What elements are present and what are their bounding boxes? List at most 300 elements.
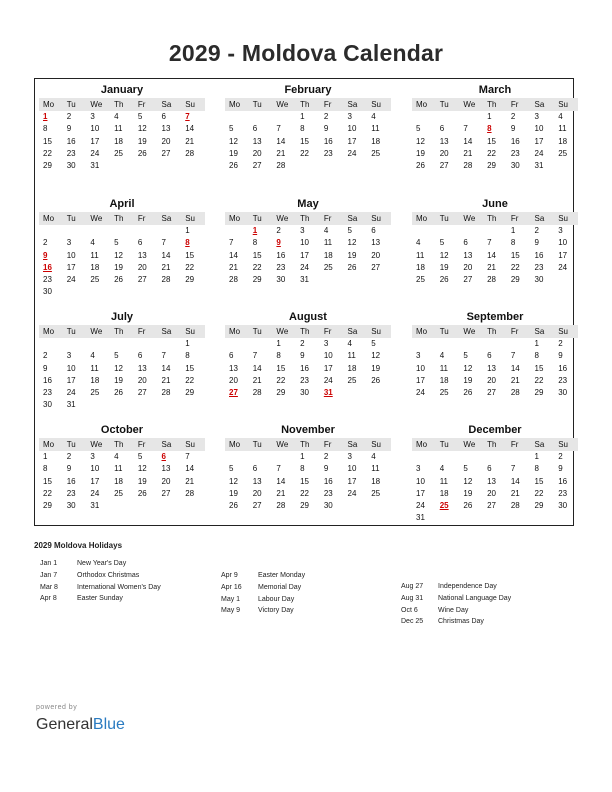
day-cell: 20 — [439, 148, 449, 158]
day-cell: 12 — [347, 238, 357, 248]
day-cell: 24 — [347, 148, 357, 158]
week-row — [225, 262, 391, 274]
day-cell: 22 — [276, 375, 286, 385]
weekday-label: Mo — [43, 214, 55, 223]
day-cell: 29 — [300, 501, 310, 511]
day-cell: 28 — [487, 275, 497, 285]
day-cell: 27 — [161, 488, 171, 498]
day-cell: 14 — [487, 250, 497, 260]
day-cell: 31 — [66, 400, 76, 410]
day-cell: 23 — [43, 275, 52, 285]
day-cell: 21 — [229, 262, 238, 272]
holiday-date: Apr 16 — [221, 583, 242, 591]
day-cell — [412, 225, 436, 237]
day-cell: 12 — [137, 124, 147, 134]
day-cell: 19 — [114, 375, 124, 385]
week-row — [39, 387, 205, 399]
day-cell: 22 — [510, 262, 520, 272]
day-cell: 10 — [558, 238, 568, 248]
day-cell: 3 — [534, 112, 539, 121]
day-cell: 30 — [558, 388, 568, 398]
holiday-row — [221, 594, 305, 606]
day-cell: 10 — [90, 464, 100, 474]
day-cell: 13 — [487, 363, 497, 373]
day-cell: 12 — [114, 363, 124, 373]
day-cell — [320, 274, 344, 286]
day-cell: 6 — [161, 112, 166, 121]
month-block — [412, 423, 578, 525]
holiday-date: Aug 31 — [401, 594, 424, 602]
day-cell — [344, 160, 368, 172]
holiday-date: May 9 — [221, 607, 241, 615]
day-cell — [459, 512, 483, 524]
weekday-label: Su — [558, 100, 569, 109]
holiday-date: Oct 6 — [401, 606, 418, 614]
week-row — [412, 148, 578, 160]
holiday-name: New Year's Day — [77, 560, 127, 567]
day-cell: 21 — [276, 148, 286, 158]
weekday-label: Sa — [347, 327, 358, 336]
holiday-row — [221, 605, 305, 617]
day-cell: 31 — [300, 275, 310, 285]
day-cell — [39, 225, 63, 237]
day-cell: 30 — [300, 388, 310, 398]
page-title: 2029 - Moldova Calendar — [168, 40, 444, 66]
day-cell: 28 — [510, 501, 520, 511]
holiday-row — [401, 581, 511, 593]
holiday-date: Aug 27 — [401, 583, 424, 590]
day-cell: 1 — [300, 112, 305, 121]
week-row — [225, 160, 391, 172]
day-cell: 23 — [43, 388, 52, 398]
weekday-label: Su — [371, 440, 382, 449]
day-cell: 19 — [229, 148, 238, 158]
weekday-label: We — [276, 327, 289, 336]
week-row — [412, 237, 578, 249]
day-cell — [436, 338, 460, 350]
day-cell: 10 — [66, 363, 76, 373]
day-cell: 11 — [558, 124, 567, 134]
day-cell: 18 — [114, 476, 124, 486]
day-cell: 28 — [161, 388, 171, 398]
day-cell: 21 — [185, 136, 195, 146]
week-row — [39, 488, 205, 500]
week-row — [225, 387, 391, 399]
day-cell: 21 — [161, 375, 171, 385]
holiday-name: Memorial Day — [258, 583, 302, 591]
day-cell: 26 — [439, 275, 449, 285]
day-cell: 8 — [534, 464, 539, 474]
holiday-day-cell: 1 — [252, 226, 258, 235]
day-cell — [134, 338, 158, 350]
day-cell: 31 — [416, 513, 425, 523]
weekday-label: Su — [185, 440, 196, 449]
day-cell: 13 — [229, 363, 238, 373]
weekday-header — [39, 438, 205, 451]
week-row — [39, 363, 205, 375]
weekday-label: Tu — [66, 440, 76, 449]
day-cell: 5 — [229, 464, 234, 474]
week-row — [412, 500, 578, 512]
day-cell: 16 — [558, 363, 568, 373]
day-cell: 24 — [347, 488, 357, 498]
weekday-label: Fr — [510, 327, 519, 336]
day-cell: 24 — [416, 501, 425, 511]
month-block — [225, 197, 391, 286]
day-cell: 17 — [66, 262, 76, 272]
brand-logo[interactable] — [36, 716, 125, 734]
day-cell: 1 — [276, 339, 281, 348]
weekday-label: Sa — [534, 100, 545, 109]
day-cell: 4 — [439, 464, 445, 474]
day-cell: 8 — [43, 464, 48, 474]
day-cell: 21 — [487, 262, 497, 272]
day-cell: 3 — [416, 351, 421, 361]
weekday-header — [39, 325, 205, 338]
week-row — [225, 123, 391, 135]
month-block — [412, 83, 578, 172]
day-cell — [225, 111, 249, 123]
day-cell — [134, 286, 158, 298]
day-cell: 7 — [252, 351, 258, 361]
day-cell: 29 — [252, 275, 262, 285]
day-cell: 24 — [90, 148, 100, 158]
month-name: April — [109, 198, 135, 210]
day-cell: 20 — [371, 250, 381, 260]
holiday-day-cell: 1 — [43, 112, 48, 121]
weekday-label: We — [90, 100, 103, 109]
day-cell: 13 — [137, 250, 147, 260]
day-cell: 7 — [510, 351, 516, 361]
month-name: November — [281, 424, 335, 436]
weekday-label: Tu — [252, 440, 262, 449]
brand-blue: Blue — [92, 716, 125, 733]
day-cell — [225, 451, 249, 463]
day-cell — [63, 338, 87, 350]
day-cell: 5 — [371, 339, 376, 348]
day-cell: 3 — [347, 112, 352, 121]
weekday-label: Tu — [66, 327, 76, 336]
weekday-label: Th — [487, 327, 497, 336]
day-cell: 28 — [161, 275, 171, 285]
day-cell — [110, 160, 134, 172]
day-cell — [507, 451, 531, 463]
day-cell: 4 — [114, 112, 119, 121]
day-cell: 3 — [558, 226, 563, 235]
day-cell — [483, 451, 507, 463]
day-cell: 29 — [276, 388, 286, 398]
day-cell: 11 — [90, 363, 99, 373]
day-cell: 10 — [347, 464, 357, 474]
day-cell: 3 — [347, 452, 352, 461]
day-cell: 12 — [229, 136, 238, 146]
weekday-label: Fr — [137, 214, 146, 223]
holiday-day-cell: 8 — [487, 124, 492, 134]
day-cell: 30 — [43, 287, 52, 297]
day-cell: 1 — [300, 452, 305, 461]
day-cell: 23 — [558, 375, 568, 385]
week-row — [39, 111, 205, 123]
day-cell: 16 — [558, 476, 568, 486]
weekday-label: Mo — [43, 100, 55, 109]
weekday-label: Sa — [347, 440, 358, 449]
week-row — [39, 338, 205, 350]
day-cell: 27 — [137, 388, 147, 398]
day-cell: 4 — [371, 112, 376, 121]
weekday-label: Tu — [439, 100, 449, 109]
weekday-label: Mo — [229, 214, 241, 223]
day-cell: 30 — [510, 161, 520, 171]
day-cell: 18 — [439, 375, 449, 385]
week-row — [412, 451, 578, 463]
weekday-label: Fr — [323, 100, 332, 109]
day-cell — [483, 225, 507, 237]
weekday-label: We — [276, 440, 289, 449]
day-cell: 23 — [534, 262, 544, 272]
day-cell: 26 — [463, 388, 473, 398]
day-cell: 24 — [66, 275, 76, 285]
weekday-label: Th — [114, 100, 124, 109]
day-cell: 18 — [439, 488, 449, 498]
day-cell: 23 — [558, 488, 568, 498]
holiday-name: International Women's Day — [77, 583, 161, 591]
day-cell: 14 — [252, 363, 262, 373]
weekday-label: Mo — [229, 440, 241, 449]
day-cell: 2 — [300, 339, 305, 348]
day-cell — [344, 274, 368, 286]
day-cell: 1 — [510, 226, 516, 235]
week-row — [39, 451, 205, 463]
day-cell: 6 — [439, 124, 445, 134]
holiday-name: National Language Day — [438, 594, 512, 602]
weekday-label: We — [463, 440, 476, 449]
day-cell: 5 — [463, 464, 468, 474]
day-cell: 18 — [90, 375, 100, 385]
day-cell: 22 — [185, 375, 195, 385]
day-cell: 25 — [416, 275, 425, 285]
holiday-date: Apr 8 — [40, 595, 57, 603]
weekday-label: Fr — [510, 440, 519, 449]
holiday-day-cell: 27 — [229, 388, 238, 398]
holiday-name: Labour Day — [258, 595, 295, 603]
day-cell: 22 — [487, 148, 497, 158]
day-cell: 12 — [114, 250, 124, 260]
day-cell: 23 — [66, 488, 76, 498]
weekday-label: Su — [558, 214, 569, 223]
day-cell: 17 — [534, 136, 544, 146]
week-row — [39, 123, 205, 135]
day-cell — [507, 512, 531, 524]
day-cell: 15 — [510, 250, 520, 260]
day-cell: 9 — [43, 363, 48, 373]
day-cell: 26 — [347, 262, 357, 272]
weekday-label: Sa — [161, 440, 172, 449]
day-cell: 2 — [534, 226, 539, 235]
week-row — [412, 512, 578, 524]
day-cell: 24 — [323, 375, 333, 385]
day-cell — [344, 387, 368, 399]
weekday-header — [39, 212, 205, 225]
weekday-label: Fr — [323, 440, 332, 449]
holiday-date: Dec 25 — [401, 618, 424, 626]
day-cell: 8 — [276, 351, 281, 361]
day-cell: 15 — [300, 136, 310, 146]
day-cell: 28 — [185, 488, 195, 498]
day-cell: 17 — [323, 363, 333, 373]
day-cell: 30 — [66, 161, 76, 171]
holiday-row — [40, 570, 161, 582]
week-row — [412, 262, 578, 274]
day-cell: 4 — [416, 238, 421, 248]
week-row — [39, 225, 205, 237]
day-cell: 1 — [43, 452, 48, 461]
day-cell — [320, 160, 344, 172]
day-cell: 17 — [300, 250, 310, 260]
weekday-label: Fr — [137, 100, 146, 109]
day-cell: 15 — [534, 476, 544, 486]
powered-by-text: powered by — [36, 704, 78, 711]
day-cell: 10 — [416, 476, 425, 486]
day-cell: 16 — [276, 250, 286, 260]
week-row — [412, 111, 578, 123]
day-cell: 12 — [229, 476, 238, 486]
day-cell: 21 — [510, 375, 520, 385]
day-cell: 8 — [300, 464, 305, 474]
day-cell: 18 — [114, 136, 124, 146]
day-cell: 30 — [66, 501, 76, 511]
day-cell: 28 — [185, 148, 195, 158]
week-row — [412, 387, 578, 399]
day-cell: 19 — [137, 136, 147, 146]
day-cell — [158, 338, 182, 350]
day-cell: 11 — [416, 250, 425, 260]
weekday-header — [225, 98, 391, 111]
day-cell — [158, 225, 182, 237]
weekday-label: Th — [300, 440, 310, 449]
day-cell — [181, 500, 205, 512]
day-cell: 20 — [229, 375, 238, 385]
day-cell: 19 — [463, 375, 473, 385]
day-cell — [367, 160, 391, 172]
month-name: December — [468, 424, 522, 436]
day-cell: 25 — [90, 388, 100, 398]
day-cell — [249, 451, 273, 463]
weekday-label: Sa — [534, 327, 545, 336]
brand-general: General — [36, 716, 93, 733]
week-row — [39, 350, 205, 362]
day-cell: 5 — [416, 124, 421, 134]
day-cell: 19 — [137, 476, 147, 486]
month-name: August — [289, 311, 327, 323]
day-cell — [86, 338, 110, 350]
week-row — [225, 136, 391, 148]
weekday-label: Su — [558, 327, 569, 336]
day-cell: 31 — [534, 161, 544, 171]
weekday-label: Mo — [416, 214, 428, 223]
day-cell: 5 — [114, 351, 119, 361]
weekday-label: Tu — [252, 327, 262, 336]
week-row — [39, 500, 205, 512]
week-row — [39, 286, 205, 298]
day-cell: 24 — [300, 262, 310, 272]
week-row — [225, 463, 391, 475]
day-cell: 3 — [66, 351, 72, 361]
day-cell — [63, 286, 87, 298]
day-cell: 29 — [185, 275, 195, 285]
day-cell: 22 — [43, 148, 52, 158]
weekday-label: Fr — [137, 440, 146, 449]
day-cell: 21 — [276, 488, 286, 498]
calendar-frame — [34, 78, 574, 526]
day-cell: 29 — [534, 388, 544, 398]
day-cell: 17 — [347, 136, 357, 146]
weekday-label: Mo — [229, 100, 241, 109]
day-cell: 18 — [371, 476, 381, 486]
day-cell: 28 — [229, 275, 238, 285]
day-cell: 16 — [300, 363, 310, 373]
day-cell: 9 — [323, 124, 329, 134]
month-block — [39, 423, 205, 512]
week-row — [39, 250, 205, 262]
day-cell: 14 — [229, 250, 238, 260]
week-row — [225, 274, 391, 286]
weekday-header — [412, 438, 578, 451]
weekday-label: Tu — [439, 214, 449, 223]
day-cell: 16 — [43, 375, 52, 385]
day-cell: 16 — [66, 136, 76, 146]
weekday-label: Mo — [229, 327, 241, 336]
day-cell: 6 — [487, 351, 492, 361]
day-cell: 16 — [323, 476, 333, 486]
weekday-label: Fr — [137, 327, 146, 336]
holiday-row — [40, 593, 161, 605]
day-cell: 28 — [510, 388, 520, 398]
day-cell: 23 — [300, 375, 310, 385]
day-cell: 15 — [487, 136, 497, 146]
day-cell: 18 — [371, 136, 381, 146]
week-row — [225, 375, 391, 387]
weekday-label: Sa — [534, 440, 545, 449]
day-cell: 27 — [439, 161, 449, 171]
week-row — [39, 262, 205, 274]
day-cell: 13 — [161, 124, 171, 134]
day-cell: 29 — [510, 275, 520, 285]
week-row — [225, 488, 391, 500]
day-cell — [63, 225, 87, 237]
day-cell: 11 — [371, 464, 380, 474]
day-cell — [86, 225, 110, 237]
day-cell: 20 — [161, 476, 171, 486]
day-cell: 26 — [137, 488, 147, 498]
day-cell: 20 — [252, 488, 262, 498]
day-cell: 6 — [371, 226, 376, 235]
day-cell: 26 — [114, 275, 124, 285]
day-cell: 8 — [252, 238, 258, 248]
day-cell: 13 — [137, 363, 147, 373]
month-name: June — [482, 198, 508, 210]
day-cell: 10 — [66, 250, 76, 260]
day-cell — [158, 399, 182, 411]
weekday-label: Tu — [66, 100, 76, 109]
day-cell: 7 — [161, 351, 166, 361]
weekday-label: Sa — [161, 214, 172, 223]
day-cell — [483, 338, 507, 350]
day-cell: 27 — [161, 148, 171, 158]
holiday-day-cell: 9 — [43, 250, 48, 260]
day-cell: 26 — [229, 161, 238, 171]
holiday-date: Apr 9 — [221, 572, 238, 579]
day-cell — [483, 512, 507, 524]
